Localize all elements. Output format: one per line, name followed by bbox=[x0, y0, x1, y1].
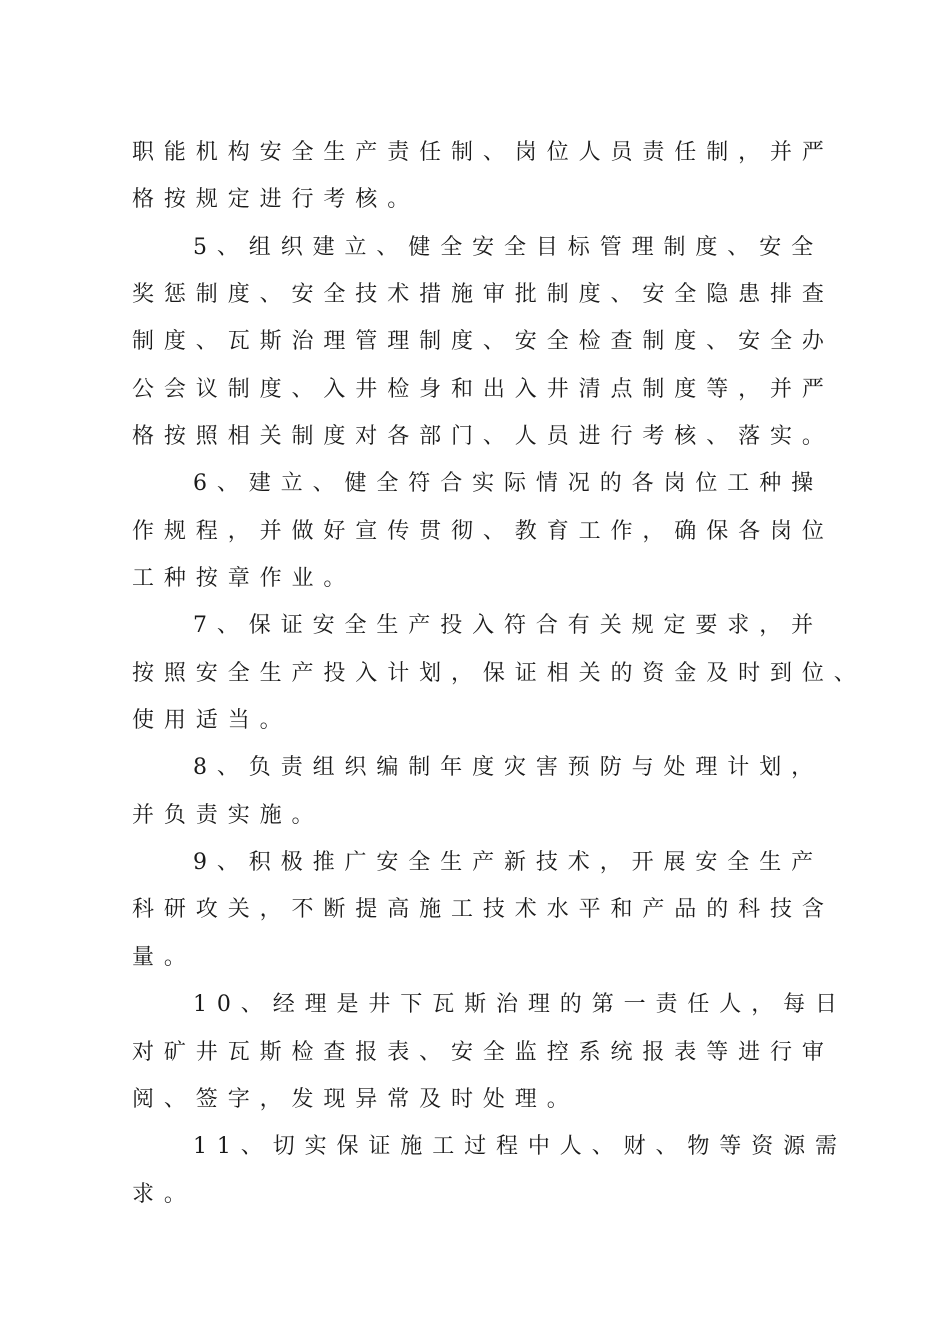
text-line: 公会议制度、入井检身和出入井清点制度等，并严 bbox=[132, 377, 834, 402]
text-line: 职能机构安全生产责任制、岗位人员责任制，并严 bbox=[132, 140, 834, 165]
text-line: 按照安全生产投入计划，保证相关的资金及时到位、 bbox=[132, 661, 866, 686]
text-line: 求。 bbox=[132, 1182, 196, 1207]
paragraph-6-start: 6、建立、健全符合实际情况的各岗位工种操 bbox=[193, 471, 823, 496]
paragraph-9-start: 9、积极推广安全生产新技术，开展安全生产 bbox=[193, 850, 823, 875]
text-line: 阅、签字，发现异常及时处理。 bbox=[132, 1087, 579, 1112]
paragraph-7-start: 7、保证安全生产投入符合有关规定要求，并 bbox=[193, 613, 823, 638]
text-line: 使用适当。 bbox=[132, 708, 292, 733]
text-line: 工种按章作业。 bbox=[132, 566, 356, 591]
paragraph-5-start: 5、组织建立、健全安全目标管理制度、安全 bbox=[193, 235, 823, 260]
text-line: 科研攻关，不断提高施工技术水平和产品的科技含 bbox=[132, 897, 834, 922]
text-line: 格按规定进行考核。 bbox=[132, 187, 420, 212]
text-line: 对矿井瓦斯检查报表、安全监控系统报表等进行审 bbox=[132, 1040, 834, 1065]
paragraph-11-start: 11、切实保证施工过程中人、财、物等资源需 bbox=[193, 1134, 847, 1159]
paragraph-8-start: 8、负责组织编制年度灾害预防与处理计划， bbox=[193, 755, 823, 780]
text-line: 制度、瓦斯治理管理制度、安全检查制度、安全办 bbox=[132, 329, 834, 354]
text-line: 量。 bbox=[132, 945, 196, 970]
text-line: 奖惩制度、安全技术措施审批制度、安全隐患排查 bbox=[132, 282, 834, 307]
text-line: 并负责实施。 bbox=[132, 803, 324, 828]
text-line: 格按照相关制度对各部门、人员进行考核、落实。 bbox=[132, 424, 834, 449]
text-line: 作规程，并做好宣传贯彻、教育工作，确保各岗位 bbox=[132, 519, 834, 544]
paragraph-10-start: 10、经理是井下瓦斯治理的第一责任人，每日 bbox=[193, 992, 847, 1017]
